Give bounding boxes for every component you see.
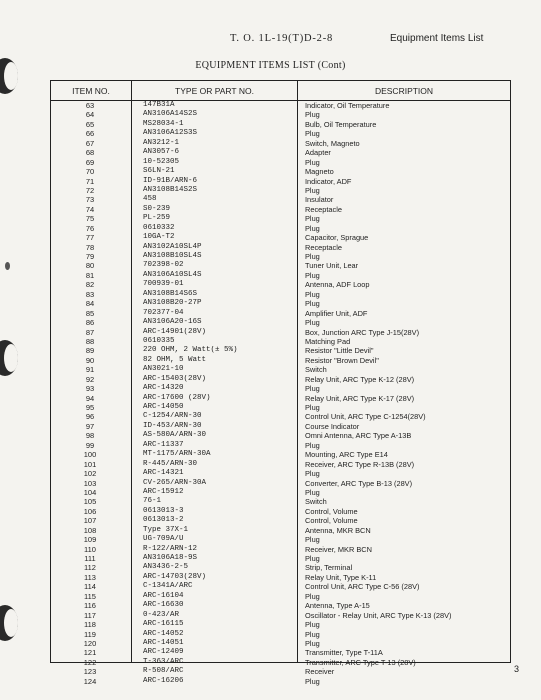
page-header — [0, 33, 541, 47]
part-number-cell: ARC-14901(28V) — [143, 327, 207, 336]
description-cell: Indicator, Oil Temperature — [305, 101, 390, 110]
item-number-cell: 74 — [85, 204, 95, 214]
item-number-cell: 100 — [83, 450, 97, 460]
item-number-cell: 118 — [84, 620, 96, 630]
description-cell: Relay Unit, ARC Type K-17 (28V) — [305, 393, 415, 403]
item-number-cell: 72 — [85, 185, 95, 195]
part-number-cell: 0610335 — [143, 336, 175, 345]
description-cell: Transmitter, ARC Type T-13 (28V) — [305, 657, 416, 667]
item-number-cell: 80 — [85, 261, 95, 271]
description-cell: Plug — [305, 185, 320, 195]
item-number-cell: 88 — [85, 336, 95, 346]
description-cell: Plug — [305, 289, 320, 299]
description-cell: Relay Unit, Type K-11 — [305, 572, 377, 582]
part-number-cell: ARC-17600 (28V) — [143, 393, 211, 402]
part-number-cell: ARC-12409 — [143, 648, 184, 657]
description-cell: Receiver, ARC Type R-13B (28V) — [305, 459, 415, 469]
table-row — [51, 667, 510, 676]
part-number-cell: ARC-14050 — [143, 403, 184, 411]
part-number-cell: 147B31A — [143, 101, 175, 109]
table-row — [51, 554, 510, 563]
description-cell: Plug — [305, 252, 320, 261]
column-header-part-no: TYPE OR PART NO. — [175, 86, 254, 96]
part-number-cell: ARC-16115 — [143, 620, 184, 629]
item-number-cell: 120 — [83, 638, 97, 648]
part-number-cell: AN3102A10SL4P — [143, 242, 202, 251]
item-number-cell: 111 — [84, 554, 96, 563]
table-row — [51, 129, 510, 138]
column-header-description: DESCRIPTION — [374, 86, 434, 96]
description-cell: Antenna, MKR BCN — [305, 525, 371, 535]
part-number-cell: 10GA-T2 — [143, 233, 175, 242]
item-number-cell: 114 — [84, 582, 96, 592]
table-row — [51, 460, 510, 469]
item-number-cell: 106 — [83, 506, 97, 516]
description-cell: Plug — [305, 676, 320, 686]
table-row — [51, 677, 510, 686]
item-number-cell: 107 — [83, 516, 97, 526]
table-row — [51, 139, 510, 148]
table-row — [51, 233, 510, 242]
item-number-cell: 124 — [83, 676, 97, 686]
item-number-cell: 116 — [84, 601, 96, 611]
item-number-cell: 97 — [85, 421, 95, 431]
part-number-cell: CV-265/ARN-30A — [143, 478, 207, 487]
list-title: EQUIPMENT ITEMS LIST (Cont) — [195, 60, 346, 71]
section-title: Equipment Items List — [390, 33, 484, 44]
table-row — [51, 431, 510, 440]
item-number-cell: 93 — [85, 384, 95, 394]
item-number-cell: 81 — [85, 270, 95, 280]
table-row — [51, 582, 510, 591]
table-row — [51, 346, 510, 355]
item-number-cell: 92 — [85, 374, 95, 384]
item-number-cell: 66 — [85, 129, 95, 139]
table-row — [51, 356, 510, 365]
item-number-cell: 99 — [85, 440, 95, 450]
description-cell: Converter, ARC Type B-13 (28V) — [305, 478, 413, 488]
part-number-cell: AN3106A18-9S — [143, 554, 198, 562]
table-row — [51, 243, 510, 252]
item-number-cell: 82 — [85, 280, 95, 290]
description-cell: Switch — [305, 497, 327, 507]
description-cell: Plug — [305, 384, 320, 394]
item-number-cell: 110 — [84, 544, 96, 554]
table-row — [51, 611, 510, 620]
item-number-cell: 70 — [85, 167, 95, 177]
part-number-cell: Type 37X-1 — [143, 525, 189, 534]
part-number-cell: R-122/ARN-12 — [143, 544, 198, 553]
table-row — [51, 601, 510, 610]
table-row — [51, 186, 510, 195]
item-number-cell: 76 — [85, 223, 95, 233]
table-row — [51, 309, 510, 318]
description-cell: Control, Volume — [305, 506, 358, 516]
table-header — [51, 81, 510, 101]
part-number-cell: ARC-14320 — [143, 384, 184, 393]
scan-speck — [5, 262, 10, 270]
part-number-cell: ARC-14051 — [143, 638, 184, 647]
item-number-cell: 90 — [85, 355, 95, 365]
part-number-cell: AS-580A/ARN-30 — [143, 431, 207, 440]
table-row — [51, 658, 510, 667]
table-row — [51, 592, 510, 601]
part-number-cell: AN3057-6 — [143, 148, 180, 157]
document-number: T. O. 1L-19(T)D-2-8 — [230, 33, 334, 44]
description-cell: Antenna, ADF Loop — [305, 280, 370, 290]
part-number-cell: AN3108B20-27P — [143, 299, 202, 308]
part-number-cell: ARC-15403(28V) — [143, 374, 207, 383]
item-number-cell: 95 — [85, 403, 95, 412]
item-number-cell: 91 — [85, 365, 95, 375]
item-number-cell: 117 — [84, 610, 96, 620]
table-row — [51, 101, 510, 110]
description-cell: Control Unit, ARC Type C-1254(28V) — [305, 412, 426, 422]
description-cell: Receiver, MKR BCN — [305, 544, 372, 554]
item-number-cell: 123 — [83, 667, 97, 677]
binder-hole-mark — [0, 605, 18, 641]
description-cell: Control Unit, ARC Type C-56 (28V) — [305, 582, 420, 592]
item-number-cell: 121 — [83, 648, 97, 658]
item-number-cell: 122 — [83, 657, 97, 667]
table-row — [51, 535, 510, 544]
equipment-items-table — [50, 80, 511, 686]
part-number-cell: AN3106A14S2S — [143, 110, 198, 119]
table-row — [51, 167, 510, 176]
item-number-cell: 79 — [85, 252, 95, 261]
table-row — [51, 252, 510, 261]
description-cell: Plug — [305, 591, 320, 601]
table-row — [51, 375, 510, 384]
description-cell: Plug — [305, 620, 320, 630]
part-number-cell: ARC-16630 — [143, 601, 184, 610]
part-number-cell: AN3108B14S2S — [143, 185, 198, 194]
table-row — [51, 280, 510, 289]
part-number-cell: AN3106A12S3S — [143, 129, 198, 138]
item-number-cell: 78 — [85, 242, 95, 252]
description-cell: Plug — [305, 554, 320, 563]
item-number-cell: 85 — [85, 308, 95, 318]
part-number-cell: 702398-02 — [143, 261, 184, 270]
item-number-cell: 94 — [85, 393, 95, 403]
item-number-cell: 115 — [84, 591, 96, 601]
part-number-cell: ARC-14321 — [143, 469, 184, 478]
item-number-cell: 65 — [85, 119, 95, 129]
description-cell: Plug — [305, 157, 320, 167]
table-row — [51, 639, 510, 648]
table-row — [51, 412, 510, 421]
part-number-cell: 458 — [143, 195, 157, 204]
description-cell: Tuner Unit, Lear — [305, 261, 359, 271]
item-number-cell: 83 — [85, 289, 95, 299]
part-number-cell: AN3108B10SL4S — [143, 252, 202, 260]
item-number-cell: 113 — [84, 572, 96, 582]
description-cell: Receiver — [305, 667, 335, 677]
table-row — [51, 328, 510, 337]
part-number-cell: 76-1 — [143, 497, 162, 506]
description-cell: Insulator — [305, 195, 334, 205]
table-row — [51, 214, 510, 223]
item-number-cell: 71 — [85, 176, 95, 186]
table-row — [51, 422, 510, 431]
part-number-cell: S0-239 — [143, 204, 171, 213]
part-number-cell: AN3106A10SL4S — [143, 270, 202, 279]
table-row — [51, 620, 510, 629]
item-number-cell: 68 — [85, 148, 95, 158]
item-number-cell: 86 — [85, 318, 95, 328]
column-header-item-no: ITEM NO. — [72, 86, 110, 96]
description-cell: Antenna, Type A-15 — [305, 601, 370, 611]
description-cell: Switch, Magneto — [305, 138, 360, 148]
table-row — [51, 384, 510, 393]
table-row — [51, 394, 510, 403]
description-cell: Amplifier Unit, ADF — [305, 308, 368, 318]
description-cell: Plug — [305, 214, 320, 224]
item-number-cell: 77 — [85, 233, 95, 243]
part-number-cell: S6LN-21 — [143, 167, 175, 176]
table-row — [51, 158, 510, 167]
description-cell: Capacitor, Sprague — [305, 233, 369, 243]
page-number: 3 — [513, 664, 519, 674]
part-number-cell: AN3021-10 — [143, 365, 184, 374]
item-number-cell: 103 — [83, 478, 97, 488]
table-row — [51, 318, 510, 327]
table-row — [51, 148, 510, 157]
part-number-cell: R-445/ARN-30 — [143, 459, 198, 468]
table-body — [51, 101, 510, 686]
description-cell: Indicator, ADF — [305, 176, 352, 186]
part-number-cell: ARC-15912 — [143, 487, 184, 496]
description-cell: Control, Volume — [305, 516, 358, 526]
table-row — [51, 290, 510, 299]
description-cell: Plug — [305, 629, 320, 639]
part-number-cell: ID-453/ARN-30 — [143, 421, 202, 430]
item-number-cell: 64 — [85, 110, 95, 120]
table-row — [51, 403, 510, 412]
description-cell: Box, Junction ARC Type J-15(28V) — [305, 327, 420, 337]
part-number-cell: ARC-14703(28V) — [143, 572, 207, 581]
part-number-cell: AN3108B14S6S — [143, 289, 198, 298]
description-cell: Oscillator - Relay Unit, ARC Type K-13 (28V) — [305, 610, 452, 620]
description-cell: Resistor "Little Devil" — [305, 346, 374, 356]
part-number-cell: PL-259 — [143, 214, 171, 223]
table-row — [51, 545, 510, 554]
table-row — [51, 497, 510, 506]
description-cell: Plug — [305, 110, 320, 120]
part-number-cell: 702377-04 — [143, 308, 184, 317]
description-cell: Plug — [305, 440, 320, 450]
description-cell: Plug — [305, 223, 320, 233]
description-cell: Plug — [305, 299, 320, 309]
table-row — [51, 469, 510, 478]
description-cell: Resistor "Brown Devil" — [305, 355, 379, 365]
part-number-cell: C-1341A/ARC — [143, 582, 193, 591]
item-number-cell: 105 — [83, 497, 97, 507]
part-number-cell: ARC-16206 — [143, 676, 184, 685]
description-cell: Plug — [305, 403, 320, 412]
description-cell: Magneto — [305, 167, 334, 177]
item-number-cell: 89 — [85, 346, 95, 356]
part-number-cell: C-1254/ARN-30 — [143, 412, 202, 421]
description-cell: Matching Pad — [305, 336, 351, 346]
item-number-cell: 119 — [84, 629, 96, 639]
item-number-cell: 87 — [85, 327, 95, 337]
item-number-cell: 101 — [83, 459, 97, 469]
description-cell: Receptacle — [305, 204, 342, 214]
description-cell: Receptacle — [305, 242, 342, 252]
part-number-cell: 10-52305 — [143, 157, 180, 166]
part-number-cell: UG-709A/U — [143, 535, 184, 544]
part-number-cell: R-508/ARC — [143, 667, 184, 676]
table-row — [51, 479, 510, 488]
item-number-cell: 69 — [85, 157, 95, 167]
table-row — [51, 573, 510, 582]
table-row — [51, 110, 510, 119]
description-cell: Mounting, ARC Type E14 — [305, 450, 388, 460]
table-row — [51, 261, 510, 270]
part-number-cell: 0-423/AR — [143, 610, 180, 619]
table-row — [51, 488, 510, 497]
part-number-cell: 0610332 — [143, 223, 175, 232]
part-number-cell: 700939-01 — [143, 280, 184, 289]
description-cell: Switch — [305, 365, 327, 375]
table-row — [51, 177, 510, 186]
table-row — [51, 271, 510, 280]
part-number-cell: AN3106A20-16S — [143, 318, 202, 327]
table-row — [51, 205, 510, 214]
description-cell: Plug — [305, 535, 320, 545]
item-number-cell: 73 — [85, 195, 95, 205]
part-number-cell: ARC-14052 — [143, 629, 184, 638]
part-number-cell: T-363/ARC — [143, 657, 184, 666]
description-cell: Bulb, Oil Temperature — [305, 119, 377, 129]
description-cell: Adapter — [305, 148, 331, 158]
part-number-cell: MT-1175/ARN-30A — [143, 450, 211, 459]
part-number-cell: ID-91B/ARN-6 — [143, 176, 198, 185]
description-cell: Plug — [305, 487, 320, 497]
table-row — [51, 299, 510, 308]
description-cell: Strip, Terminal — [305, 563, 353, 573]
description-cell: Plug — [305, 318, 320, 328]
description-cell: Course Indicator — [305, 421, 360, 431]
table-row — [51, 224, 510, 233]
table-row — [51, 195, 510, 204]
table-row — [51, 563, 510, 572]
table-row — [51, 516, 510, 525]
part-number-cell: AN3212-1 — [143, 138, 180, 147]
table-row — [51, 450, 510, 459]
table-row — [51, 120, 510, 129]
item-number-cell: 108 — [83, 525, 97, 535]
description-cell: Plug — [305, 129, 320, 139]
part-number-cell: ARC-16104 — [143, 591, 184, 600]
part-number-cell: AN3436-2-5 — [143, 563, 189, 572]
table-row — [51, 441, 510, 450]
item-number-cell: 102 — [83, 469, 97, 479]
item-number-cell: 104 — [83, 487, 97, 497]
description-cell: Plug — [305, 469, 320, 479]
part-number-cell: 0613013-2 — [143, 516, 184, 525]
item-number-cell: 84 — [85, 299, 95, 309]
binder-hole-mark — [0, 340, 18, 376]
item-number-cell: 98 — [85, 431, 95, 441]
part-number-cell: ARC-11337 — [143, 440, 184, 449]
item-number-cell: 112 — [84, 563, 96, 573]
table-row — [51, 365, 510, 374]
table-row — [51, 630, 510, 639]
table-row — [51, 526, 510, 535]
part-number-cell: 220 OHM, 2 Watt(± 5%) — [143, 346, 238, 355]
description-cell: Omni Antenna, ARC Type A-13B — [305, 431, 412, 441]
item-number-cell: 67 — [85, 138, 95, 148]
table-row — [51, 337, 510, 346]
item-number-cell: 109 — [83, 535, 97, 545]
item-number-cell: 63 — [85, 101, 95, 110]
part-number-cell: 82 OHM, 5 Watt — [143, 355, 207, 364]
description-cell: Plug — [305, 638, 320, 648]
table-row — [51, 648, 510, 657]
item-number-cell: 75 — [85, 214, 95, 224]
table-row — [51, 507, 510, 516]
description-cell: Plug — [305, 270, 320, 280]
part-number-cell: MS28034-1 — [143, 119, 184, 128]
item-number-cell: 96 — [85, 412, 95, 422]
part-number-cell: 0613013-3 — [143, 506, 184, 515]
description-cell: Relay Unit, ARC Type K-12 (28V) — [305, 374, 415, 384]
description-cell: Transmitter, Type T-11A — [305, 648, 383, 658]
